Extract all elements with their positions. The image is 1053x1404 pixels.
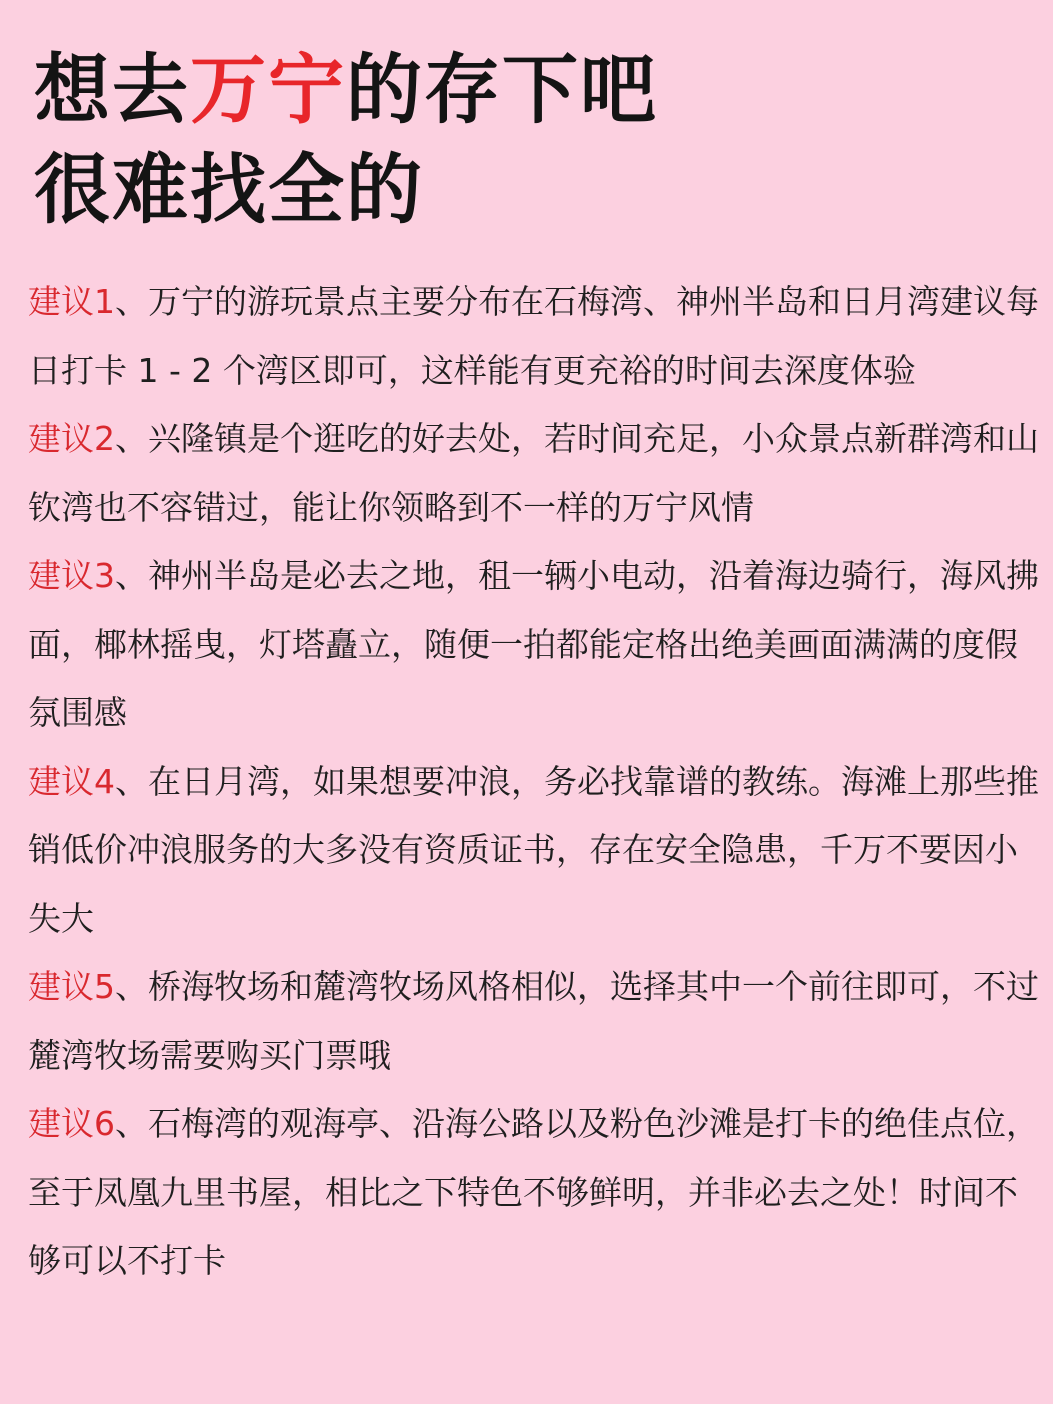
tip-text: 石梅湾的观海亭、沿海公路以及粉色沙滩是打卡的绝佳点位，至于凤凰九里书屋，相比之下特色不够鲜明，并非必去之处！时间不够可以不打卡 bbox=[28, 1104, 1039, 1280]
tip-label: 建议2 bbox=[28, 419, 115, 458]
title-highlight: 万宁 bbox=[190, 45, 346, 134]
tip-text: 在日月湾，如果想要冲浪，务必找靠谱的教练。海滩上那些推销低价冲浪服务的大多没有资质证书，存在安全隐患，千万不要因小失大 bbox=[28, 761, 1039, 938]
title-suffix: 的存下吧 bbox=[346, 45, 658, 134]
tip-label: 建议4 bbox=[28, 761, 115, 801]
tip-separator: 、 bbox=[115, 419, 148, 458]
tip-item bbox=[28, 542, 1043, 748]
tip-label: 建议5 bbox=[28, 967, 115, 1006]
tip-text: 神州半岛是必去之地，租一辆小电动，沿着海边骑行，海风拂面，椰林摇曳，灯塔矗立，随便一拍都能定格出绝美画面满满的度假氛围感 bbox=[28, 556, 1039, 732]
title-line-2: 很难找全的 bbox=[34, 145, 424, 234]
tip-item bbox=[28, 1090, 1043, 1296]
tip-text: 兴隆镇是个逛吃的好去处，若时间充足，小众景点新群湾和山钦湾也不容错过，能让你领略到不一样的万宁风情 bbox=[28, 419, 1039, 527]
tip-label: 建议3 bbox=[28, 556, 115, 595]
tip-text: 万宁的游玩景点主要分布在石梅湾、神州半岛和日月湾建议每日打卡 1 - 2 个湾区即可，这样能有更充裕的时间去深度体验 bbox=[28, 282, 1039, 390]
tips-list bbox=[28, 268, 1043, 1296]
tip-label: 建议6 bbox=[28, 1104, 115, 1143]
tip-separator: 、 bbox=[115, 761, 148, 801]
tip-separator: 、 bbox=[115, 282, 148, 321]
page-title bbox=[34, 40, 658, 240]
tip-item bbox=[28, 405, 1043, 542]
tip-separator: 、 bbox=[115, 967, 148, 1006]
tip-item bbox=[28, 268, 1043, 405]
tip-text: 桥海牧场和麓湾牧场风格相似，选择其中一个前往即可，不过麓湾牧场需要购买门票哦 bbox=[28, 967, 1039, 1075]
tip-separator: 、 bbox=[115, 1104, 148, 1143]
tip-item bbox=[28, 953, 1043, 1090]
tip-item bbox=[28, 748, 1043, 954]
title-prefix: 想去 bbox=[34, 45, 190, 134]
tip-label: 建议1 bbox=[28, 282, 115, 321]
tip-separator: 、 bbox=[115, 556, 148, 595]
